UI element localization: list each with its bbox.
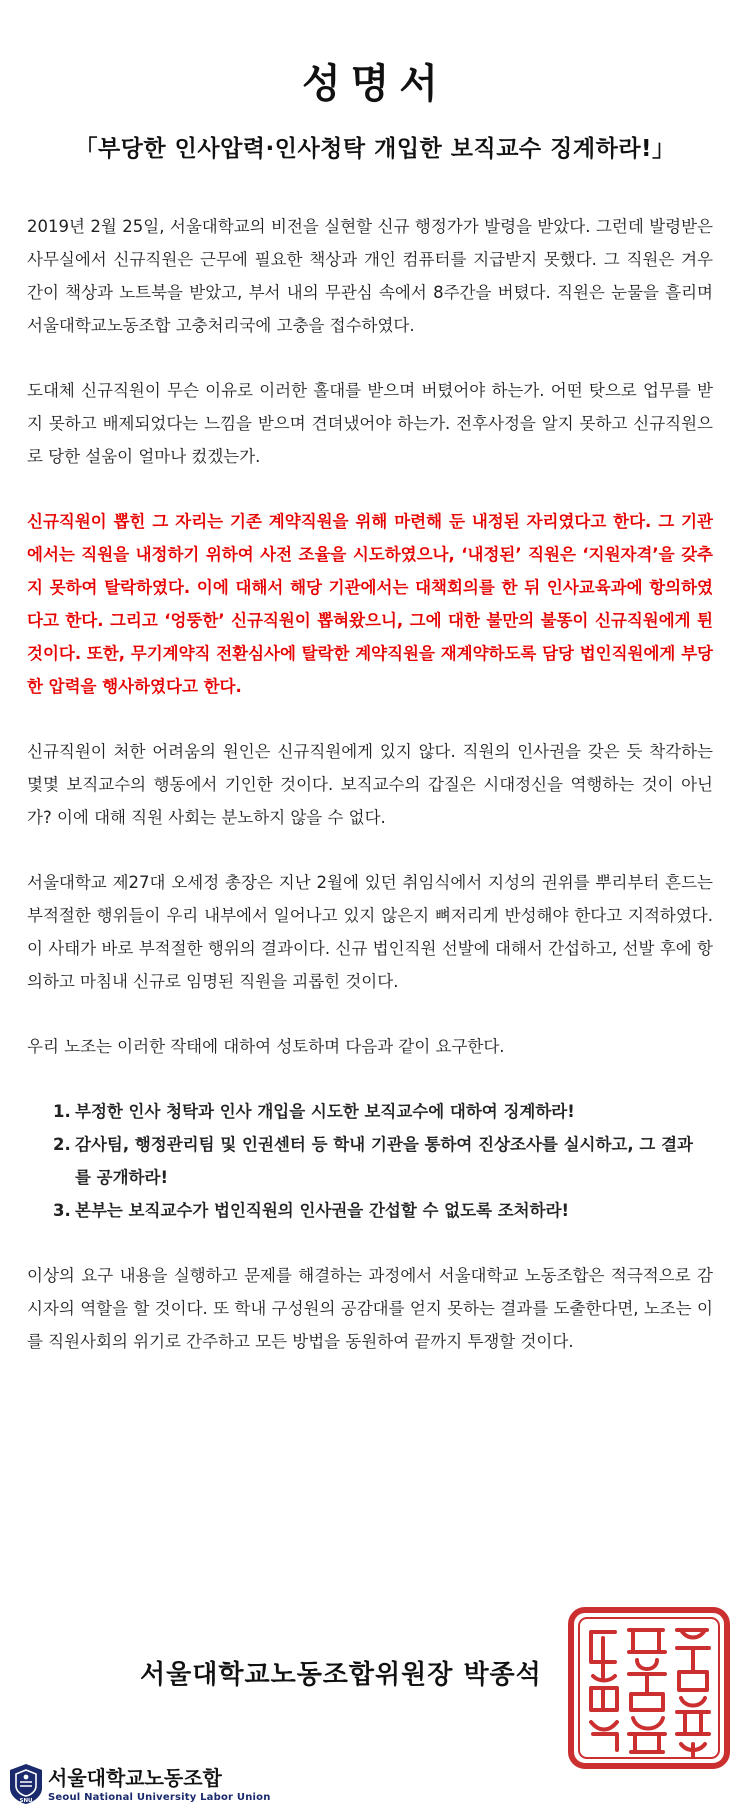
signature-line: 서울대학교노동조합위원장 박종석 <box>140 1660 542 1690</box>
union-emblem-icon <box>8 1762 44 1806</box>
demands-list <box>27 1095 713 1227</box>
paragraph-incident: 2019년 2월 25일, 서울대학교의 비전을 실현할 신규 행정가가 발령을 받았다. 그런데 발령받은 사무실에서 신규직원은 근무에 필요한 책상과 개인 컴퓨터를 지급받지 못했다. 그 직원은 겨우 간이 책상과 노트북을 받았고, 부서 내의 무관심 속에서 8주간을 버텼다. 직원은 눈물을 흘리며 서울대학교노동조합 고충처리국에 고충을 접수하였다. <box>27 217 713 335</box>
demand-item <box>27 1194 713 1227</box>
demand-text: 부정한 인사 청탁과 인사 개입을 시도한 보직교수에 대하여 징계하라! <box>75 1102 575 1121</box>
paragraph-emphasis: 신규직원이 뽑힌 그 자리는 기존 계약직원을 위해 마련해 둔 내정된 자리였다고 한다. 그 기관에서는 직원을 내정하기 위하여 사전 조율을 시도하였으나, ‘내정된’ 직원은 ‘지원자격’을 갖추지 못하여 탈락하였다. 이에 대해서 해당 기관에서는 대책회의를 한 뒤 인사교육과에 항의하였다고 한다. 그리고 ‘엉뚱한’ 신규직원이 뽑혀왔으니, 그에 대한 불만의 불똥이 신규직원에게 튄 것이다. 또한, 무기계약직 전환심사에 탈락한 계약직원을 재계약하도록 담당 법인직원에게 부당한 압력을 행사하였다고 한다. <box>27 512 713 696</box>
demand-text: 본부는 보직교수가 법인직원의 인사권을 간섭할 수 없도록 조처하라! <box>75 1201 570 1220</box>
demand-number: 3. <box>53 1201 71 1220</box>
demand-text: 감사팀, 행정관리팀 및 인권센터 등 학내 기관을 통하여 진상조사를 실시하고, 그 결과를 공개하라! <box>75 1135 693 1187</box>
demand-number: 1. <box>53 1102 71 1121</box>
paragraph-demand-intro: 우리 노조는 이러한 작태에 대하여 성토하며 다음과 같이 요구한다. <box>27 1037 505 1056</box>
paragraph-cause: 신규직원이 처한 어려움의 원인은 신규직원에게 있지 않다. 직원의 인사권을 갖은 듯 착각하는 몇몇 보직교수의 행동에서 기인한 것이다. 보직교수의 갑질은 시대정신을 역행하는 것이 아닌가? 이에 대해 직원 사회는 분노하지 않을 수 없다. <box>27 742 713 827</box>
paragraph-question: 도대체 신규직원이 무슨 이유로 이러한 홀대를 받으며 버텼어야 하는가. 어떤 탓으로 업무를 받지 못하고 배제되었다는 느낌을 받으며 견뎌냈어야 하는가. 전후사정을 알지 못하고 신규직원으로 당한 설움이 얼마나 컸겠는가. <box>27 381 713 466</box>
official-seal-stamp <box>563 1602 735 1774</box>
demand-item <box>27 1128 713 1194</box>
paragraph-closing: 이상의 요구 내용을 실행하고 문제를 해결하는 과정에서 서울대학교 노동조합은 적극적으로 감시자의 역할을 할 것이다. 또 학내 구성원의 공감대를 얻지 못하는 결과를 도출한다면, 노조는 이를 직원사회의 위기로 간주하고 모든 방법을 동원하여 끝까지 투쟁할 것이다. <box>27 1266 713 1351</box>
emblem-text: SNU <box>19 1798 33 1804</box>
demand-item <box>27 1095 713 1128</box>
footer-org-name-korean: 서울대학교노동조합 <box>48 1766 222 1790</box>
demand-number: 2. <box>53 1135 71 1154</box>
footer-org-name-english: Seoul National University Labor Union <box>48 1792 271 1803</box>
document-title: 성명서 <box>302 61 448 107</box>
document-subtitle: 「부당한 인사압력·인사청탁 개입한 보직교수 징계하라!」 <box>74 136 676 162</box>
paragraph-president: 서울대학교 제27대 오세정 총장은 지난 2월에 있던 취임식에서 지성의 권위를 뿌리부터 흔드는 부적절한 행위들이 우리 내부에서 일어나고 있지 않은지 뼈저리게 반성해야 한다고 지적하였다. 이 사태가 바로 부적절한 행위의 결과이다. 신규 법인직원 선발에 대해서 간섭하고, 선발 후에 항의하고 마침내 신규로 임명된 직원을 괴롭힌 것이다. <box>27 873 713 991</box>
statement-body <box>27 210 713 1390</box>
